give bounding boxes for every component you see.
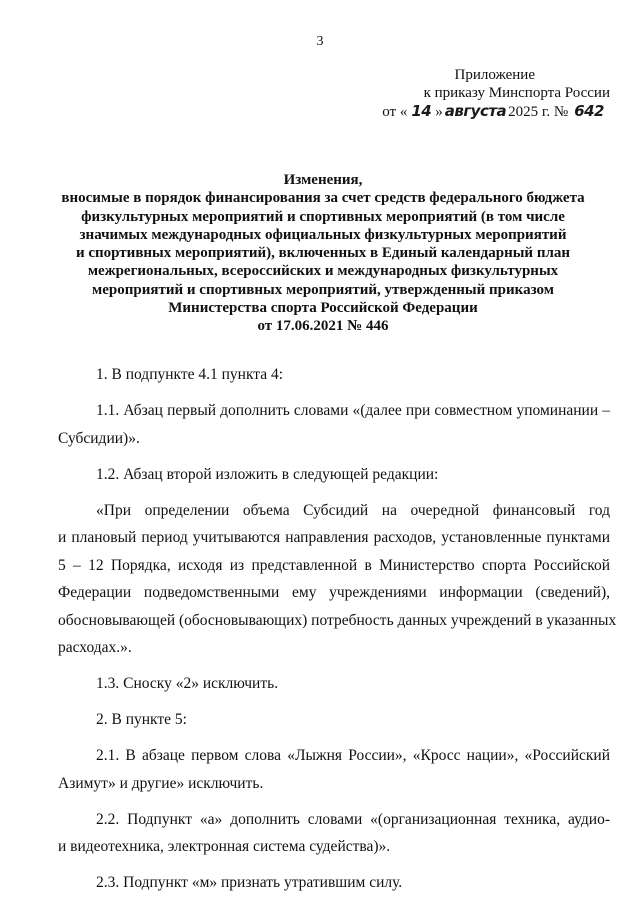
paragraph-line: 5 – 12 Порядка, исходя из представленной в Министерство спорта Российской [58, 556, 610, 574]
paragraph-1-3: 1.3. Сноску «2» исключить. [96, 675, 279, 692]
paragraph-line: и плановый период учитываются направления расходов, установленные пунктами [58, 529, 610, 546]
appendix-header [382, 66, 610, 121]
date-prefix: от « [382, 104, 408, 120]
paragraph-line: обосновывающей (обосновывающих) потребность данных учреждений в указанных [58, 611, 617, 629]
paragraph-1-2: 1.2. Абзац второй изложить в следующей редакции: [96, 465, 439, 483]
handwritten-order-number: 642 [574, 102, 604, 120]
date-year: 2025 г. № [508, 104, 569, 120]
paragraph-line: Азимут» и другие» исключить. [58, 774, 264, 792]
handwritten-day: 14 [411, 102, 432, 120]
paragraph-line: 2.2. Подпункт «а» дополнить словами «(организационная техника, аудио- [96, 810, 610, 828]
paragraph-2-3: 2.3. Подпункт «м» признать утратившим силу. [96, 874, 403, 891]
page-number: 3 [316, 34, 324, 49]
document-body [58, 361, 617, 905]
title-line: от 17.06.2021 № 446 [257, 318, 389, 335]
title-line: межрегиональных, всероссийских и международных физкультурных [87, 263, 559, 280]
title-line: Изменения, [283, 172, 363, 188]
appendix-order-ref: к приказу Минспорта России [423, 85, 610, 101]
document-title [58, 171, 588, 336]
title-line: физкультурных мероприятий и спортивных мероприятий (в том числе [81, 208, 565, 225]
appendix-date-line [382, 102, 610, 121]
paragraph-line: Субсидии)». [58, 429, 140, 447]
paragraph-1-1 [58, 397, 610, 452]
paragraph-line: Федерации подведомственными ему учреждениями информации (сведений), [58, 584, 610, 601]
title-line: мероприятий и спортивных мероприятий, утвержденный приказом [92, 281, 554, 298]
date-quote: » [435, 104, 443, 120]
paragraph-line: расходах.». [58, 639, 132, 656]
paragraph-line: «При определении объема Субсидий на очередной финансовый год [96, 501, 610, 519]
paragraph-line: и видеотехника, электронная система судейства)». [58, 838, 391, 855]
handwritten-month: августа [444, 102, 507, 120]
paragraph-line: 1.1. Абзац первый дополнить словами «(далее при совместном упоминании – [96, 402, 610, 419]
paragraph-2: 2. В пункте 5: [96, 711, 187, 728]
paragraph-line: 2.1. В абзаце первом слова «Лыжня России», «Кросс нации», «Российский [96, 747, 610, 764]
paragraph-1: 1. В подпункте 4.1 пункта 4: [96, 366, 284, 383]
title-line: Министерства спорта Российской Федерации [168, 300, 478, 317]
title-line: и спортивных мероприятий), включенных в Единый календарный план [75, 245, 571, 262]
title-line: вносимые в порядок финансирования за счет средств федерального бюджета [61, 190, 585, 207]
appendix-title: Приложение [454, 67, 535, 83]
title-line: значимых международных официальных физкультурных мероприятий [79, 226, 567, 243]
paragraph-2-1 [58, 742, 610, 797]
paragraph-2-2 [58, 806, 610, 861]
paragraph-quote [58, 497, 617, 662]
